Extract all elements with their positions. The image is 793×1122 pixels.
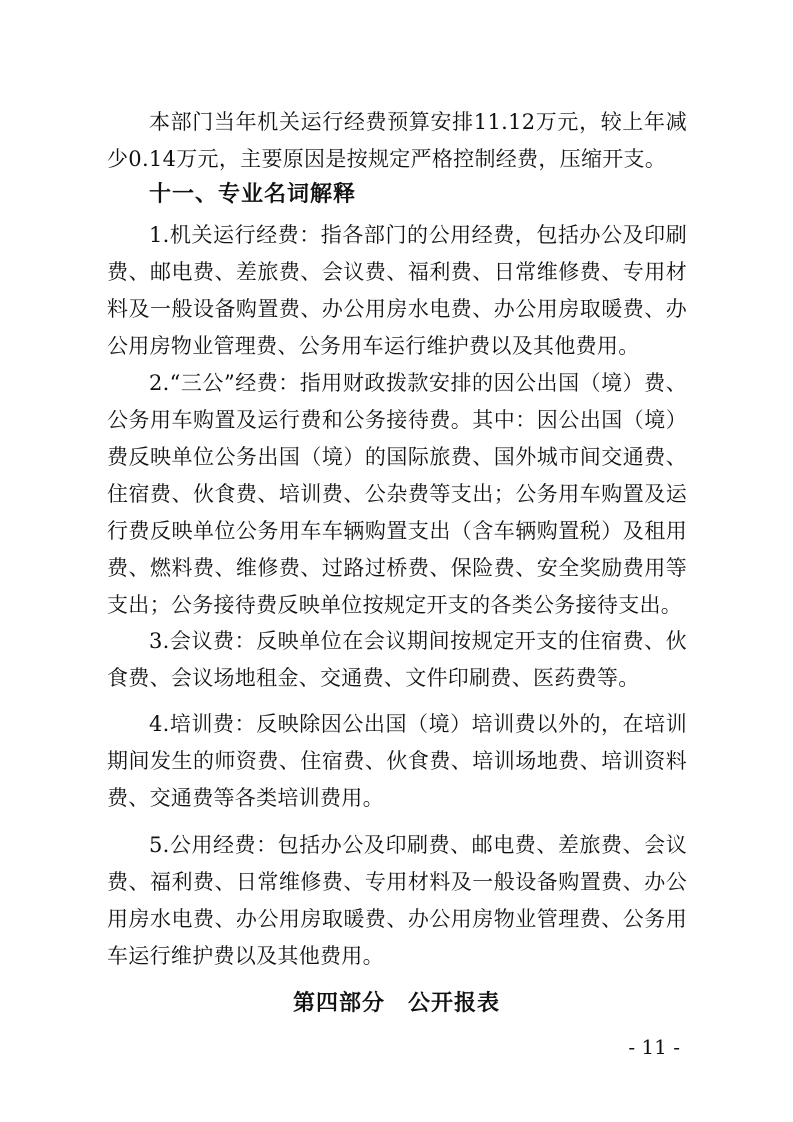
definition-1: 1.机关运行经费：指各部门的公用经费，包括办公及印刷费、邮电费、差旅费、会议费、福利费、日常维修费、专用材料及一般设备购置费、办公用房水电费、办公用房取暖费、办公用房物业管理费、公务用车运行维护费以及其他费用。 bbox=[107, 223, 687, 358]
intro-paragraph: 本部门当年机关运行经费预算安排11.12万元，较上年减少0.14万元，主要原因是按规定严格控制经费，压缩开支。 bbox=[107, 110, 687, 171]
definition-4: 4.培训费：反映除因公出国（境）培训费以外的，在培训期间发生的师资费、住宿费、伙食费、培训场地费、培训资料费、交通费等各类培训费用。 bbox=[107, 712, 687, 810]
section-heading: 十一、专业名词解释 bbox=[149, 182, 357, 207]
part-title: 第四部分 公开报表 bbox=[292, 991, 500, 1016]
page-number: - 11 - bbox=[628, 1035, 680, 1059]
definition-5: 5.公用经费：包括办公及印刷费、邮电费、差旅费、会议费、福利费、日常维修费、专用材料及一般设备购置费、办公用房水电费、办公用房取暖费、办公用房物业管理费、公务用车运行维护费以及其他费用。 bbox=[107, 833, 687, 968]
definition-2: 2.“三公”经费：指用财政拨款安排的因公出国（境）费、公务用车购置及运行费和公务接待费。其中：因公出国（境）费反映单位公务出国（境）的国际旅费、国外城市间交通费、住宿费、伙食费、培训费、公杂费等支出；公务用车购置及运行费反映单位公务用车车辆购置支出（含车辆购置税）及租用费、燃料费、维修费、过路过桥费、保险费、安全奖励费用等支出；公务接待费反映单位按规定开支的各类公务接待支出。 bbox=[107, 371, 687, 617]
definition-3: 3.会议费：反映单位在会议期间按规定开支的住宿费、伙食费、会议场地租金、交通费、文件印刷费、医药费等。 bbox=[107, 629, 687, 690]
